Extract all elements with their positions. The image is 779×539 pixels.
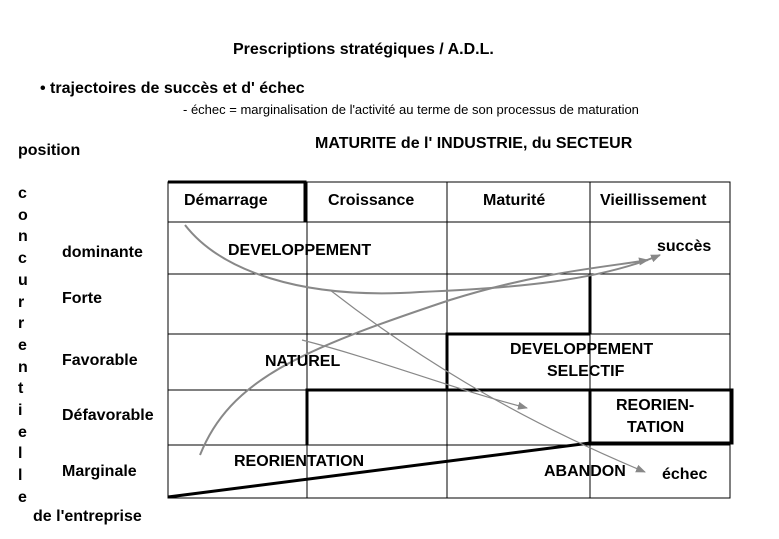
vertical-letter: c (18, 250, 27, 268)
zone-reorientation-box-line1: REORIEN- (616, 397, 695, 414)
column-header-maturite: Maturité (483, 192, 546, 209)
zone-developpement-selectif-line2: SELECTIF (547, 363, 625, 380)
zone-reorientation: REORIENTATION (234, 453, 365, 470)
vertical-letter: c (18, 185, 27, 202)
vertical-letter: e (18, 336, 27, 354)
row-label-defavorable: Défavorable (62, 407, 154, 424)
grid-lines (168, 182, 730, 498)
footer-label: de l'entreprise (33, 508, 142, 525)
row-label-favorable: Favorable (62, 352, 138, 369)
vertical-letter: n (18, 228, 28, 246)
zone-reorientation-box-line2: TATION (627, 419, 685, 436)
zone-boundaries (168, 182, 732, 497)
vertical-letter: r (18, 293, 25, 311)
position-label: position (18, 142, 81, 159)
row-label-dominante: dominante (62, 244, 143, 261)
row-label-forte: Forte (62, 290, 102, 307)
outcome-failure: échec (662, 466, 708, 483)
vertical-letter: e (18, 423, 27, 441)
vertical-letter: i (18, 402, 23, 420)
maturity-axis-label: MATURITE de l' INDUSTRIE, du SECTEUR (315, 135, 633, 152)
vertical-letter: l (18, 467, 23, 485)
definition-note: - échec = marginalisation de l'activité au terme de son processus de maturation (183, 102, 639, 117)
abandon-diagonal (168, 443, 590, 497)
zone-abandon: ABANDON (544, 463, 626, 480)
vertical-letter: u (18, 271, 28, 289)
page-title: Prescriptions stratégiques / A.D.L. (233, 41, 494, 58)
vertical-letter: t (18, 380, 24, 398)
zone-naturel: NATUREL (265, 353, 341, 370)
row-label-marginale: Marginale (62, 463, 137, 480)
zone-boundary-line (307, 390, 590, 445)
vertical-letter: o (18, 206, 28, 224)
vertical-letter: e (18, 488, 27, 506)
zone-developpement: DEVELOPPEMENT (228, 242, 372, 259)
column-header-demarrage: Démarrage (184, 192, 268, 209)
vertical-letter: n (18, 358, 28, 376)
zone-developpement-selectif-line1: DEVELOPPEMENT (510, 341, 654, 358)
column-header-croissance: Croissance (328, 192, 415, 209)
vertical-letter: r (18, 315, 25, 333)
grid-outer-border (168, 182, 730, 498)
subtitle-bullet: • trajectoires de succès et d' échec (40, 80, 305, 97)
outcome-success: succès (657, 238, 712, 255)
vertical-letter: l (18, 445, 23, 463)
column-header-vieillissement: Vieillissement (600, 192, 707, 209)
